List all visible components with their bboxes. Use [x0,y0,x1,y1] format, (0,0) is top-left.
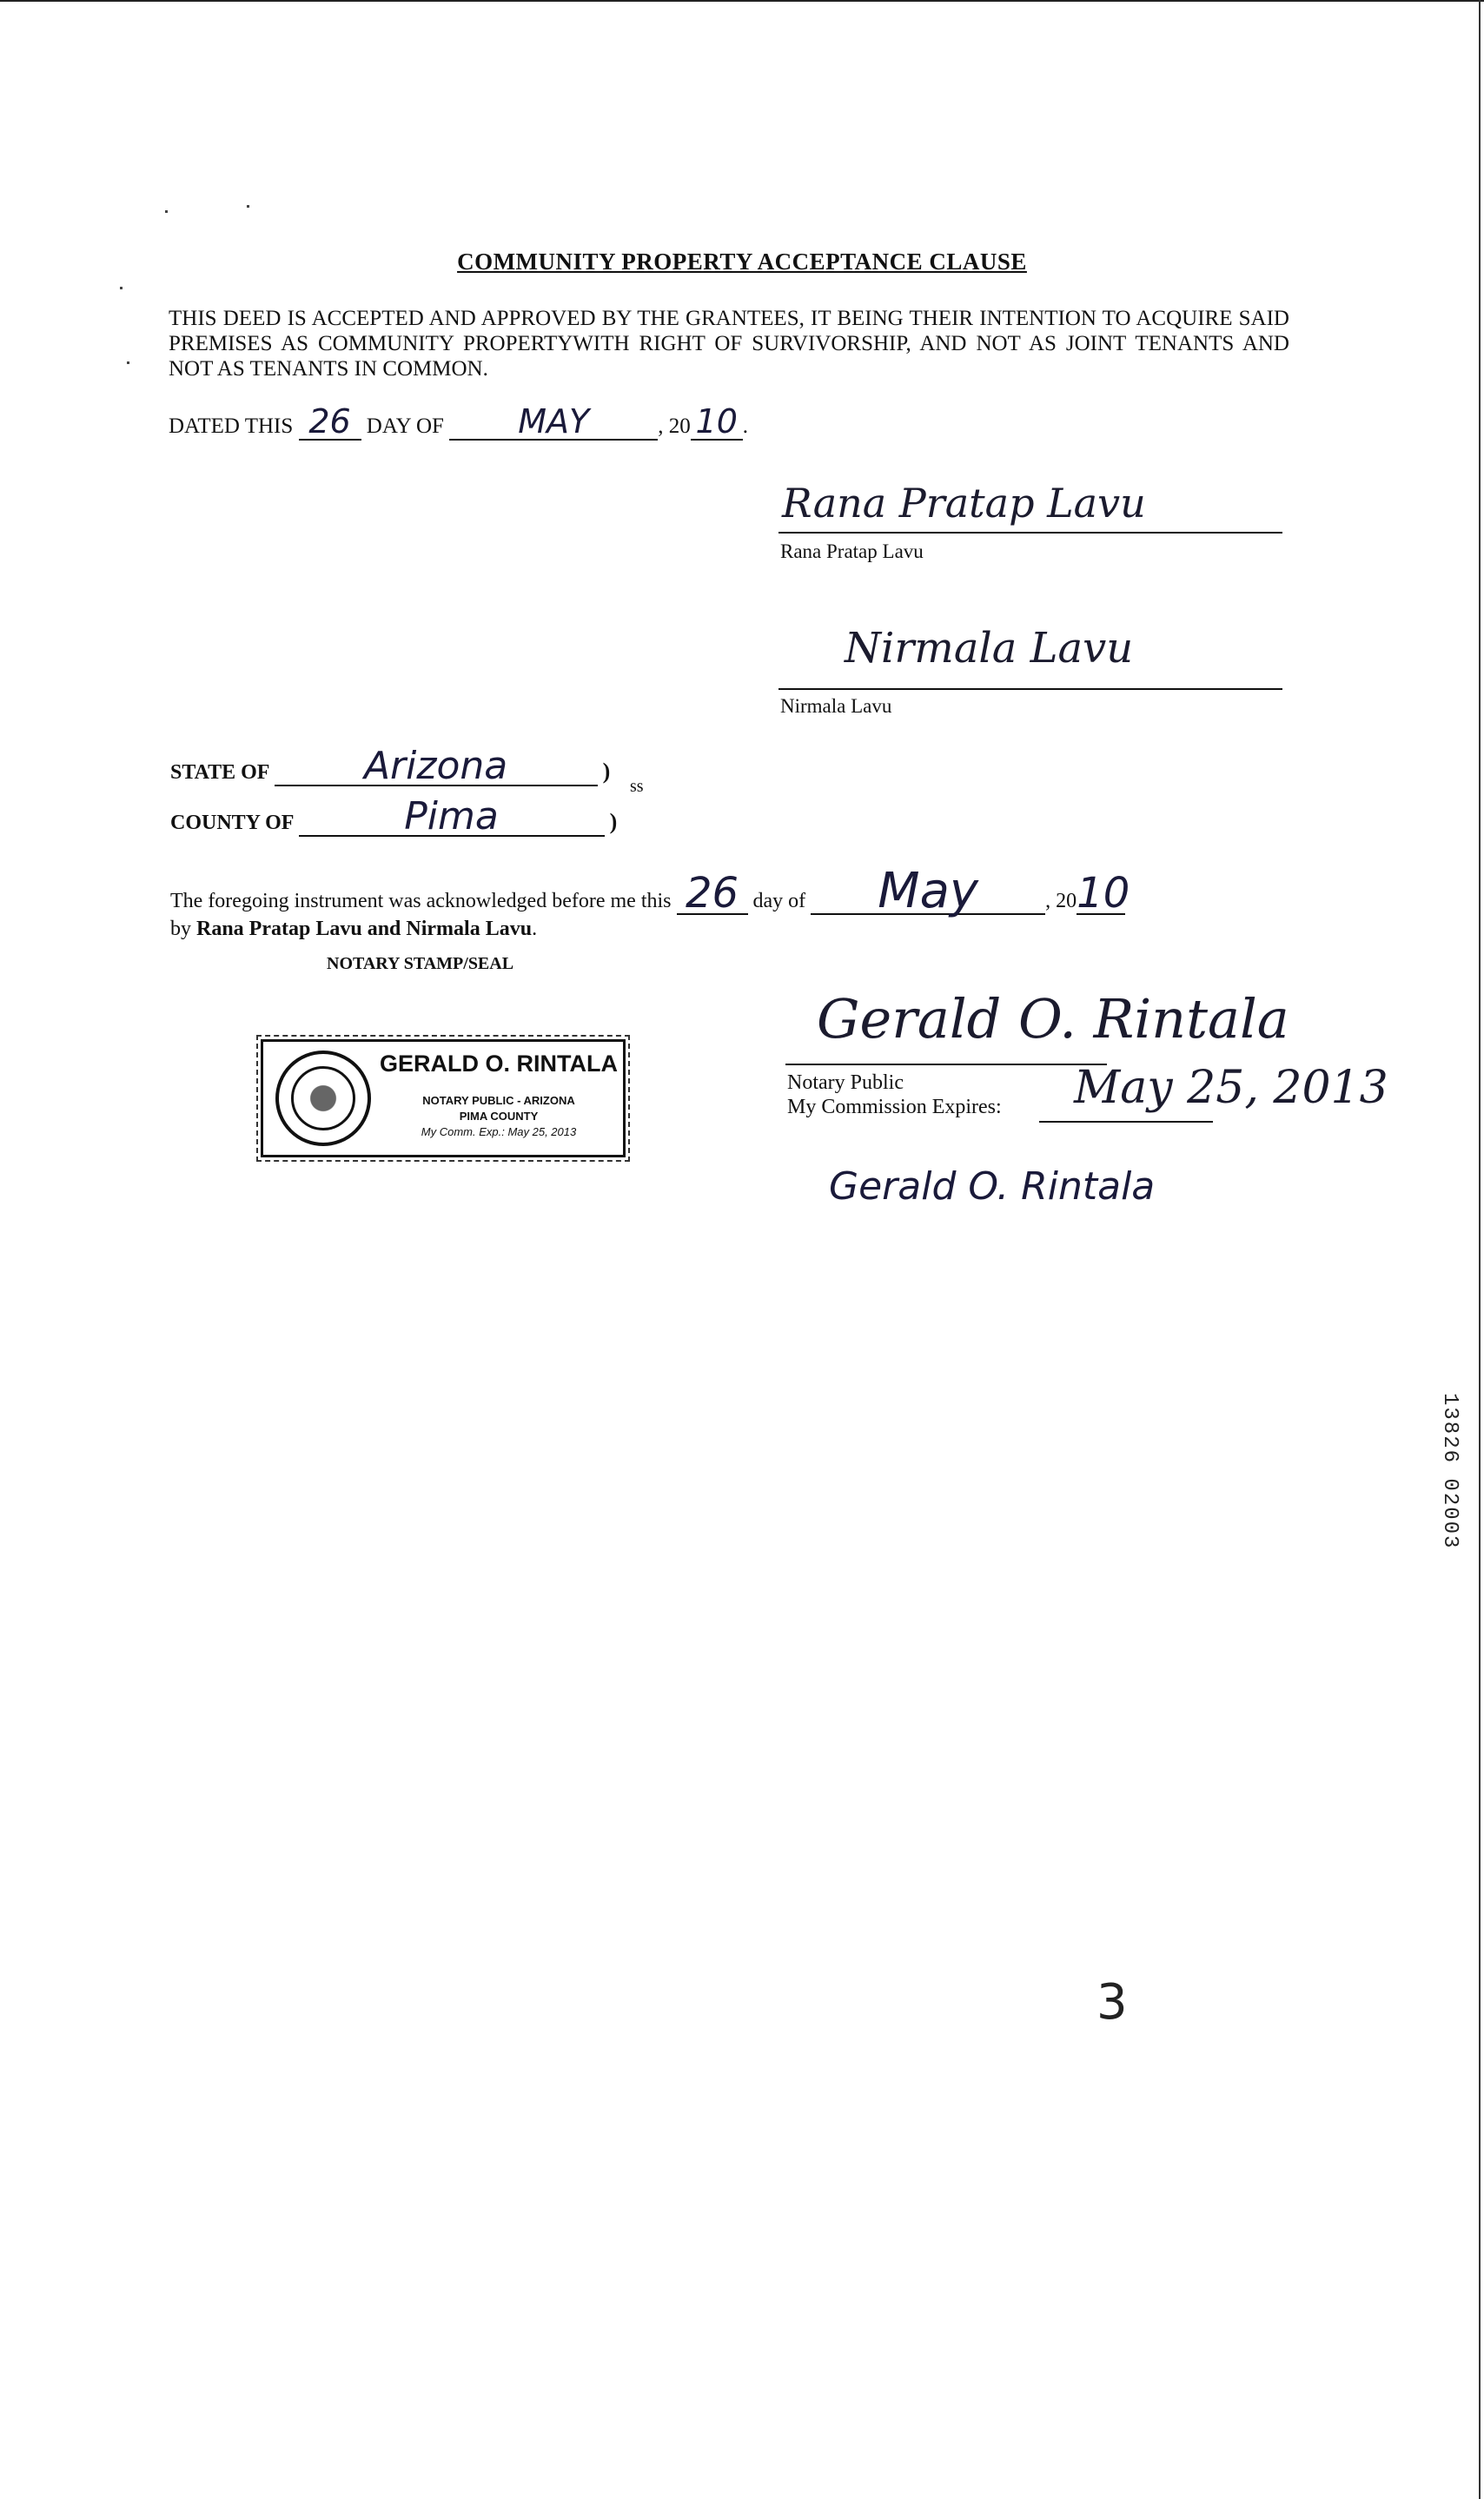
notary-printed-name: Gerald O. Rintala [829,1164,1156,1209]
by-names: Rana Pratap Lavu and Nirmala Lavu [196,918,533,940]
signer-2-signature: Nirmala Lavu [845,624,1134,673]
page-top-border [0,0,1484,2]
state-value: Arizona [363,744,508,788]
by-end: . [532,918,538,940]
dated-year-prefix: , 20 [658,414,691,438]
acknowledgment-line [170,863,1130,919]
commission-expiry-value: May 25, 2013 [1074,1062,1388,1114]
ack-text: The foregoing instrument was acknowledged before me this [170,890,672,912]
document-title: COMMUNITY PROPERTY ACCEPTANCE CLAUSE [457,249,1027,275]
notary-stamp-label: NOTARY STAMP/SEAL [327,954,514,973]
dated-line [169,402,748,441]
stamp-notary-name: GERALD O. RINTALA [380,1051,618,1077]
dated-year-field [691,402,743,441]
recording-number: 13826 02003 [1438,1393,1461,1550]
ack-month-value: May [878,863,979,919]
acceptance-clause-text: THIS DEED IS ACCEPTED AND APPROVED BY THE GRANTEES, IT BEING THEIR INTENTION TO ACQUIRE SAID PREMISES AS COMMUNITY PROPERTYWITH RIGHT OF SURVIVORSHIP, AND NOT AS JOINT TENANTS AND NOT AS TENANTS IN COMMON. [169,307,1289,381]
page-number: 3 [1096,1974,1128,2031]
scan-speck [127,361,129,364]
notary-signature: Gerald O. Rintala [817,987,1289,1051]
dated-month-field [449,402,658,441]
commission-expiry-line [1039,1121,1213,1123]
dated-day-value: 26 [308,402,351,441]
notary-stamp [261,1039,626,1157]
ack-month-field [811,863,1045,919]
state-label: STATE OF [170,761,269,784]
dated-day-of-label: DAY OF [366,414,444,438]
scan-speck [120,287,123,289]
scan-speck [247,205,249,208]
county-line [170,794,618,839]
notary-signature-line [785,1064,1107,1065]
stamp-line-1: NOTARY PUBLIC - ARIZONA [422,1094,575,1107]
county-paren: ) [609,809,618,834]
county-label: COUNTY OF [170,812,294,834]
dated-month-value: MAY [518,402,590,441]
state-field [275,744,598,788]
ss-mark: ss [630,777,644,796]
notary-title: Notary Public [787,1071,904,1094]
by-label: by [170,918,191,940]
notary-labels [787,1071,1002,1119]
signer-2-signature-line [778,688,1282,690]
stamp-line-2: PIMA COUNTY [459,1110,539,1123]
ack-year-prefix: , 20 [1045,890,1077,912]
dated-suffix: . [742,414,748,438]
state-seal-icon [275,1051,371,1146]
state-paren: ) [602,759,611,784]
ack-year-field [1077,869,1130,918]
signer-1-signature: Rana Pratap Lavu [782,480,1146,527]
acknowledged-by-line [170,918,537,941]
dated-prefix: DATED THIS [169,414,294,438]
state-line [170,744,611,788]
ack-day-of-label: day of [752,890,806,912]
ack-day-field [677,869,748,918]
county-field [299,794,605,839]
signer-1-signature-line [778,532,1282,534]
dated-day-field [299,402,361,441]
state-seal-center [291,1066,355,1130]
stamp-line-3: My Comm. Exp.: May 25, 2013 [421,1125,577,1138]
signer-1-name: Rana Pratap Lavu [780,540,924,562]
scan-speck [165,210,168,213]
signer-2-name: Nirmala Lavu [780,695,892,717]
ack-day-value: 26 [685,869,739,918]
ack-year-value: 10 [1077,869,1130,918]
county-value: Pima [404,794,499,839]
dated-year-value: 10 [695,402,738,441]
commission-label: My Commission Expires: [787,1096,1002,1118]
page-right-border [1479,0,1481,2499]
